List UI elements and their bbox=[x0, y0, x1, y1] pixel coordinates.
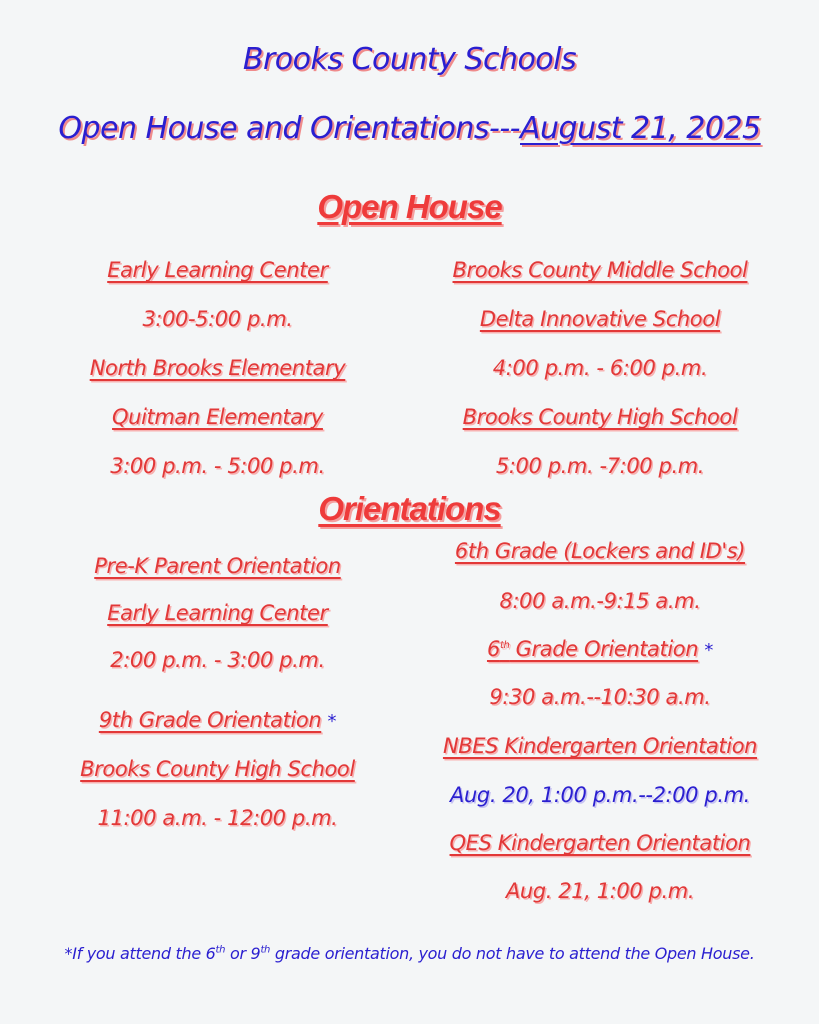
footnote-part-1: *If you attend the 6 bbox=[64, 944, 216, 963]
or-right-event-4: QES Kindergarten Orientation bbox=[449, 831, 751, 855]
footnote-part-3: grade orientation, you do not have to attend the Open House. bbox=[270, 944, 755, 963]
ordinal-suffix: th bbox=[499, 640, 510, 651]
or-left-location-2: Brooks County High School bbox=[80, 757, 355, 781]
oh-left-school-3: Quitman Elementary bbox=[112, 405, 323, 429]
footnote-sup-2: th bbox=[260, 944, 271, 956]
footnote-part-2: or 9 bbox=[225, 944, 261, 963]
oh-right-time-2: 5:00 p.m. -7:00 p.m. bbox=[495, 454, 705, 478]
or-right-time-3: Aug. 20, 1:00 p.m.--2:00 p.m. bbox=[450, 783, 750, 807]
title-line-1: Brooks County Schools bbox=[242, 42, 577, 77]
or-right-event-2 bbox=[487, 637, 698, 661]
event-2-text: Grade Orientation bbox=[509, 637, 699, 661]
oh-left-school-2: North Brooks Elementary bbox=[89, 356, 346, 380]
or-left-event-1: Pre-K Parent Orientation bbox=[94, 554, 341, 578]
title-prefix: Open House and Orientations--- bbox=[58, 111, 521, 146]
or-right-time-1: 8:00 a.m.-9:15 a.m. bbox=[499, 589, 701, 613]
or-left-time-2: 11:00 a.m. - 12:00 p.m. bbox=[97, 806, 338, 830]
event-date: August 21, 2025 bbox=[520, 111, 761, 146]
oh-right-school-1: Brooks County Middle School bbox=[452, 258, 748, 282]
footnote-sup-1: th bbox=[215, 944, 226, 956]
oh-left-school-1: Early Learning Center bbox=[107, 258, 328, 282]
or-left-time-1: 2:00 p.m. - 3:00 p.m. bbox=[110, 648, 325, 672]
or-right-time-2: 9:30 a.m.--10:30 a.m. bbox=[489, 685, 711, 709]
oh-right-school-3: Brooks County High School bbox=[462, 405, 738, 429]
or-right-event-2-row bbox=[420, 637, 780, 661]
open-house-heading: Open House bbox=[317, 188, 502, 225]
asterisk-marker: * bbox=[704, 640, 714, 661]
or-right-event-1: 6th Grade (Lockers and ID's) bbox=[454, 539, 746, 563]
or-left-event-2-row bbox=[40, 708, 395, 732]
title-line-2 bbox=[0, 111, 819, 146]
oh-left-time-2: 3:00 p.m. - 5:00 p.m. bbox=[110, 454, 325, 478]
grade-number: 6 bbox=[486, 637, 500, 661]
or-left-event-2: 9th Grade Orientation bbox=[98, 708, 322, 732]
asterisk-marker: * bbox=[327, 711, 337, 732]
or-left-location-1: Early Learning Center bbox=[107, 601, 328, 625]
or-right-time-4: Aug. 21, 1:00 p.m. bbox=[505, 879, 695, 903]
oh-right-time-1: 4:00 p.m. - 6:00 p.m. bbox=[492, 356, 708, 380]
or-right-event-3: NBES Kindergarten Orientation bbox=[442, 734, 758, 758]
oh-right-school-2: Delta Innovative School bbox=[479, 307, 721, 331]
orientations-heading: Orientations bbox=[318, 490, 501, 527]
oh-left-time-1: 3:00-5:00 p.m. bbox=[142, 307, 293, 331]
footnote bbox=[0, 944, 819, 963]
